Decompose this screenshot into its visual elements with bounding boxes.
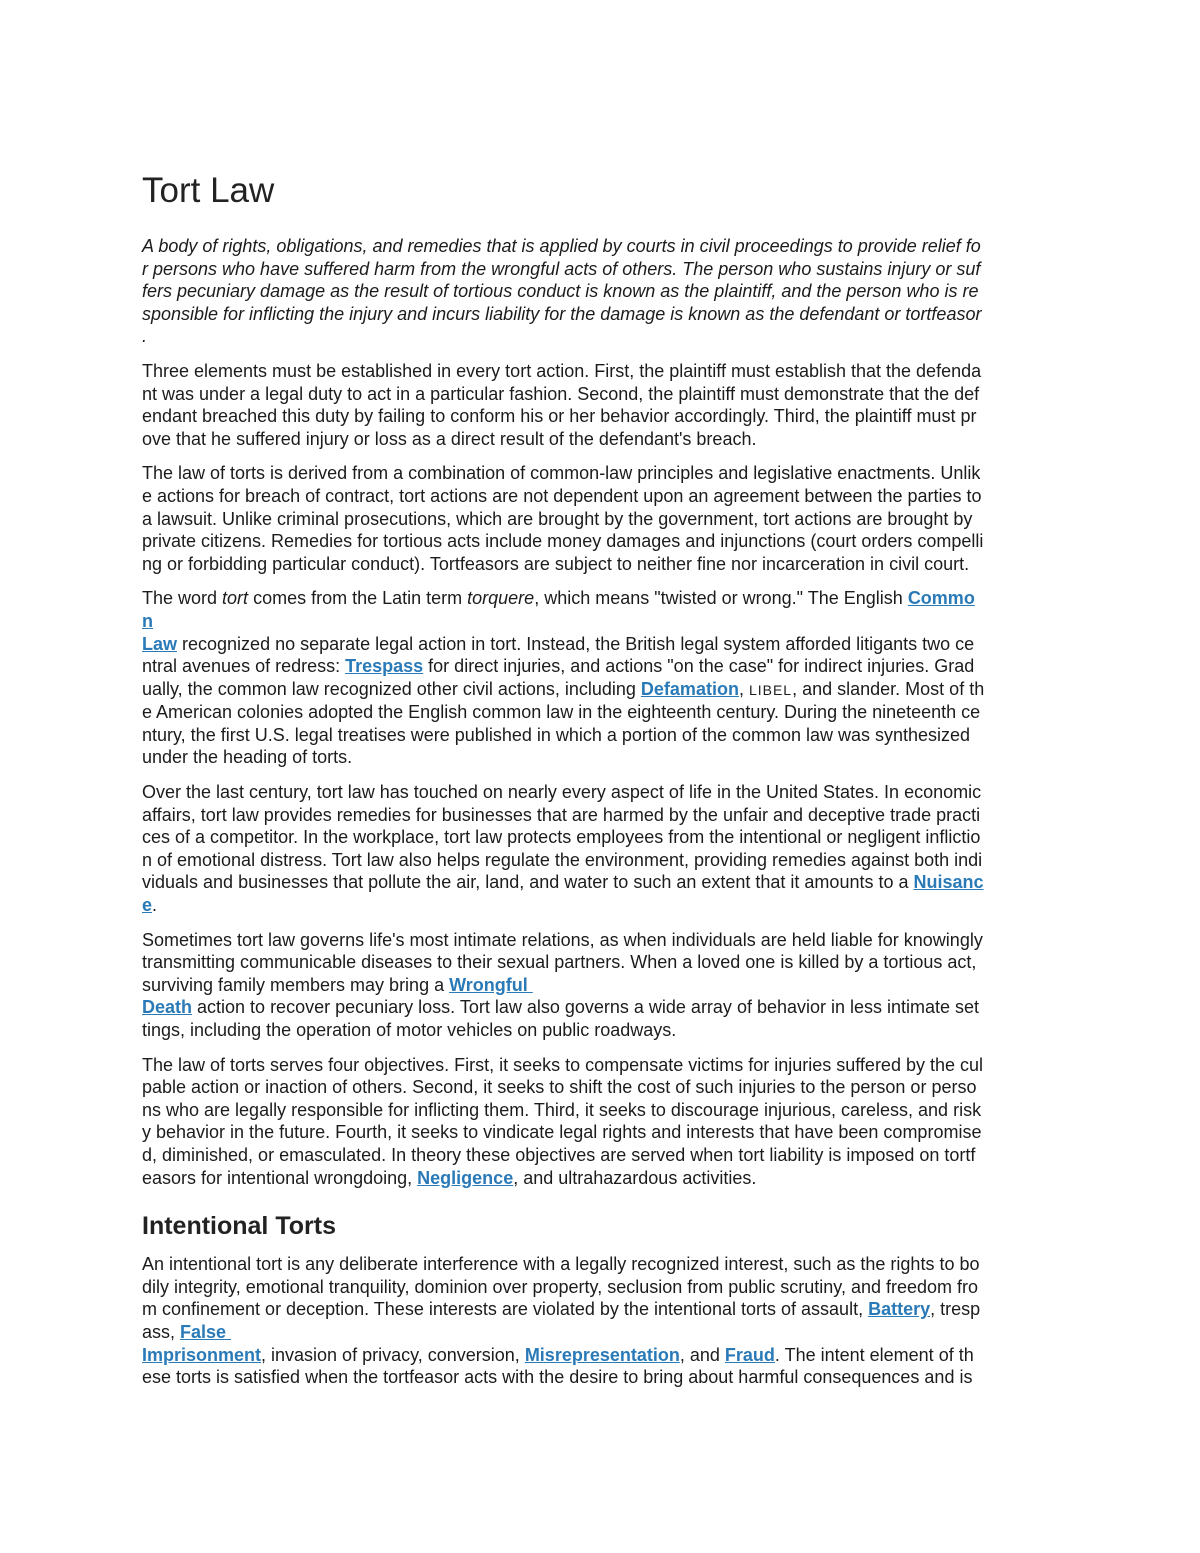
text-line: d, diminished, or emasculated. In theory these objectives are served when tort liability is imposed on tortf: [142, 1144, 976, 1165]
text-run: surviving family members may bring a: [142, 974, 450, 995]
italic-term: tort: [222, 588, 249, 609]
text-run: recognized no separate legal action in tort. Instead, the British legal system afforded litigants two ce: [177, 633, 975, 654]
text-line: Three elements must be established in every tort action. First, the plaintiff must establish that the defenda: [142, 360, 982, 381]
text-line: [142, 1298, 1060, 1321]
text-line: a lawsuit. Unlike criminal prosecutions, which are brought by the government, tort actions are brought by: [142, 508, 973, 529]
libel-term: LIBEL: [748, 681, 793, 698]
text-line: [142, 871, 1060, 894]
text-line: affairs, tort law provides remedies for businesses that are harmed by the unfair and deceptive trade practi: [142, 804, 981, 825]
link-negligence[interactable]: Negligence: [417, 1167, 514, 1188]
link-common-law[interactable]: Commo: [907, 588, 975, 609]
text-line: [142, 1321, 1060, 1344]
text-run: , and: [679, 1344, 725, 1365]
page-title: Tort Law: [142, 171, 275, 210]
text-run: viduals and businesses that pollute the air, land, and water to such an extent that it amounts to a: [142, 872, 914, 893]
text-line: ns who are legally responsible for inflicting them. Third, it seeks to discourage injurious, careless, and risk: [142, 1099, 982, 1120]
link-trespass[interactable]: Trespass: [345, 656, 424, 677]
text-line: [142, 974, 1060, 997]
paragraph-intimate: [142, 929, 1060, 1042]
text-run: .: [152, 895, 158, 916]
text-run: . The intent element of th: [774, 1344, 974, 1365]
text-line: [142, 996, 1060, 1019]
link-false-imprisonment[interactable]: Imprisonment: [142, 1344, 262, 1365]
text-line: [142, 633, 1060, 656]
text-line: .: [142, 326, 148, 347]
text-line: The law of torts is derived from a combination of common-law principles and legislative enactments. Unlik: [142, 463, 981, 484]
text-run: easors for intentional wrongdoing,: [142, 1167, 418, 1188]
text-line: transmitting communicable diseases to their sexual partners. When a loved one is killed by a tortious act,: [142, 952, 977, 973]
link-battery[interactable]: Battery: [868, 1299, 931, 1320]
text-line: fers pecuniary damage as the result of tortious conduct is known as the plaintiff, and the person who is re: [142, 281, 979, 302]
text-line: [142, 1167, 1060, 1190]
text-line: [142, 894, 1060, 917]
text-run: , which means "twisted or wrong." The English: [534, 588, 908, 609]
link-misrepresentation[interactable]: Misrepresentation: [524, 1344, 680, 1365]
text-line: [142, 610, 1060, 633]
text-line: Over the last century, tort law has touched on nearly every aspect of life in the United States. In economic: [142, 782, 982, 803]
link-wrongful-death[interactable]: Death: [142, 997, 193, 1018]
text-run: action to recover pecuniary loss. Tort law also governs a wide array of behavior in less intimate set: [192, 997, 980, 1018]
text-line: ove that he suffered injury or loss as a direct result of the defendant's breach.: [142, 428, 757, 449]
text-line: Sometimes tort law governs life's most intimate relations, as when individuals are held liable for knowingly: [142, 929, 983, 950]
text-run: , and ultrahazardous activities.: [513, 1167, 757, 1188]
text-line: pable action or inaction of others. Second, it seeks to shift the cost of such injuries to the person or perso: [142, 1077, 977, 1098]
text-line: private citizens. Remedies for tortious acts include money damages and injunctions (court orders compelli: [142, 531, 984, 552]
text-line: under the heading of torts.: [142, 747, 353, 768]
paragraph-elements: [142, 360, 1060, 450]
text-run: , invasion of privacy, conversion,: [261, 1344, 525, 1365]
text-run: ually, the common law recognized other civil actions, including: [142, 678, 641, 699]
link-nuisance[interactable]: Nuisanc: [913, 872, 984, 893]
text-line: The law of torts serves four objectives. First, it seeks to compensate victims for injuries suffered by the cul: [142, 1054, 983, 1075]
text-line: e American colonies adopted the English common law in the eighteenth century. During the nineteenth ce: [142, 702, 981, 723]
text-line: nt was under a legal duty to act in a particular fashion. Second, the plaintiff must demonstrate that the def: [142, 383, 980, 404]
text-line: [142, 678, 1060, 702]
text-line: ntury, the first U.S. legal treatises were published in which a portion of the common law was synthesized: [142, 724, 971, 745]
document-page: [142, 160, 1060, 1401]
link-common-law[interactable]: Law: [142, 633, 178, 654]
text-line: sponsible for inflicting the injury and incurs liability for the damage is known as the defendant or tortfeasor: [142, 303, 982, 324]
paragraph-objectives: [142, 1054, 1060, 1190]
text-line: ng or forbidding particular conduct). Tortfeasors are subject to neither fine nor incarceration in civil court.: [142, 553, 970, 574]
text-run: ,: [738, 678, 749, 699]
text-line: dily integrity, emotional tranquility, dominion over property, seclusion from public scrutiny, and freedom fro: [142, 1276, 979, 1297]
text-line: A body of rights, obligations, and remedies that is applied by courts in civil proceedings to provide relief fo: [142, 236, 981, 256]
italic-term: torquere: [467, 588, 535, 609]
text-run: The word: [142, 588, 223, 609]
link-defamation[interactable]: Defamation: [640, 678, 739, 699]
text-line: ese torts is satisfied when the tortfeasor acts with the desire to bring about harmful consequences and is: [142, 1367, 973, 1388]
text-run: for direct injuries, and actions "on the case" for indirect injuries. Grad: [423, 656, 975, 677]
text-run: ass,: [142, 1321, 181, 1342]
text-line: endant breached this duty by failing to conform his or her behavior accordingly. Third, the plaintiff must pr: [142, 406, 977, 427]
text-run: m confinement or deception. These interests are violated by the intentional torts of assault,: [142, 1299, 869, 1320]
text-run: , tresp: [930, 1299, 981, 1320]
text-line: n of emotional distress. Tort law also helps regulate the environment, providing remedies against both indi: [142, 849, 983, 870]
text-line: y behavior in the future. Fourth, it seeks to vindicate legal rights and interests that have been compromise: [142, 1122, 982, 1143]
text-run: comes from the Latin term: [248, 588, 468, 609]
text-line: [142, 655, 1060, 678]
text-line: An intentional tort is any deliberate interference with a legally recognized interest, such as the rights to bo: [142, 1254, 980, 1275]
link-wrongful-death[interactable]: Wrongful: [449, 974, 533, 995]
text-run: , and slander. Most of th: [792, 678, 985, 699]
section-heading-intentional-torts: Intentional Torts: [142, 1212, 336, 1241]
link-nuisance[interactable]: e: [142, 895, 153, 916]
paragraph-intentional: [142, 1253, 1060, 1389]
paragraph-origin: [142, 462, 1060, 575]
text-line: ces of a competitor. In the workplace, tort law protects employees from the intentional or negligent inflictio: [142, 827, 981, 848]
text-run: ntral avenues of redress:: [142, 656, 346, 677]
text-line: e actions for breach of contract, tort actions are not dependent upon an agreement between the parties to: [142, 485, 982, 506]
link-false-imprisonment[interactable]: False: [180, 1321, 232, 1342]
paragraph-etymology: [142, 587, 1060, 769]
paragraph-modern: [142, 781, 1060, 917]
text-line: r persons who have suffered harm from the wrongful acts of others. The person who sustains injury or suf: [142, 258, 981, 279]
text-line: [142, 587, 1060, 610]
link-common-law[interactable]: n: [142, 610, 153, 631]
text-line: tings, including the operation of motor vehicles on public roadways.: [142, 1020, 677, 1040]
link-fraud[interactable]: Fraud: [724, 1344, 775, 1365]
intro-paragraph: [142, 235, 1060, 348]
text-line: [142, 1344, 1060, 1367]
